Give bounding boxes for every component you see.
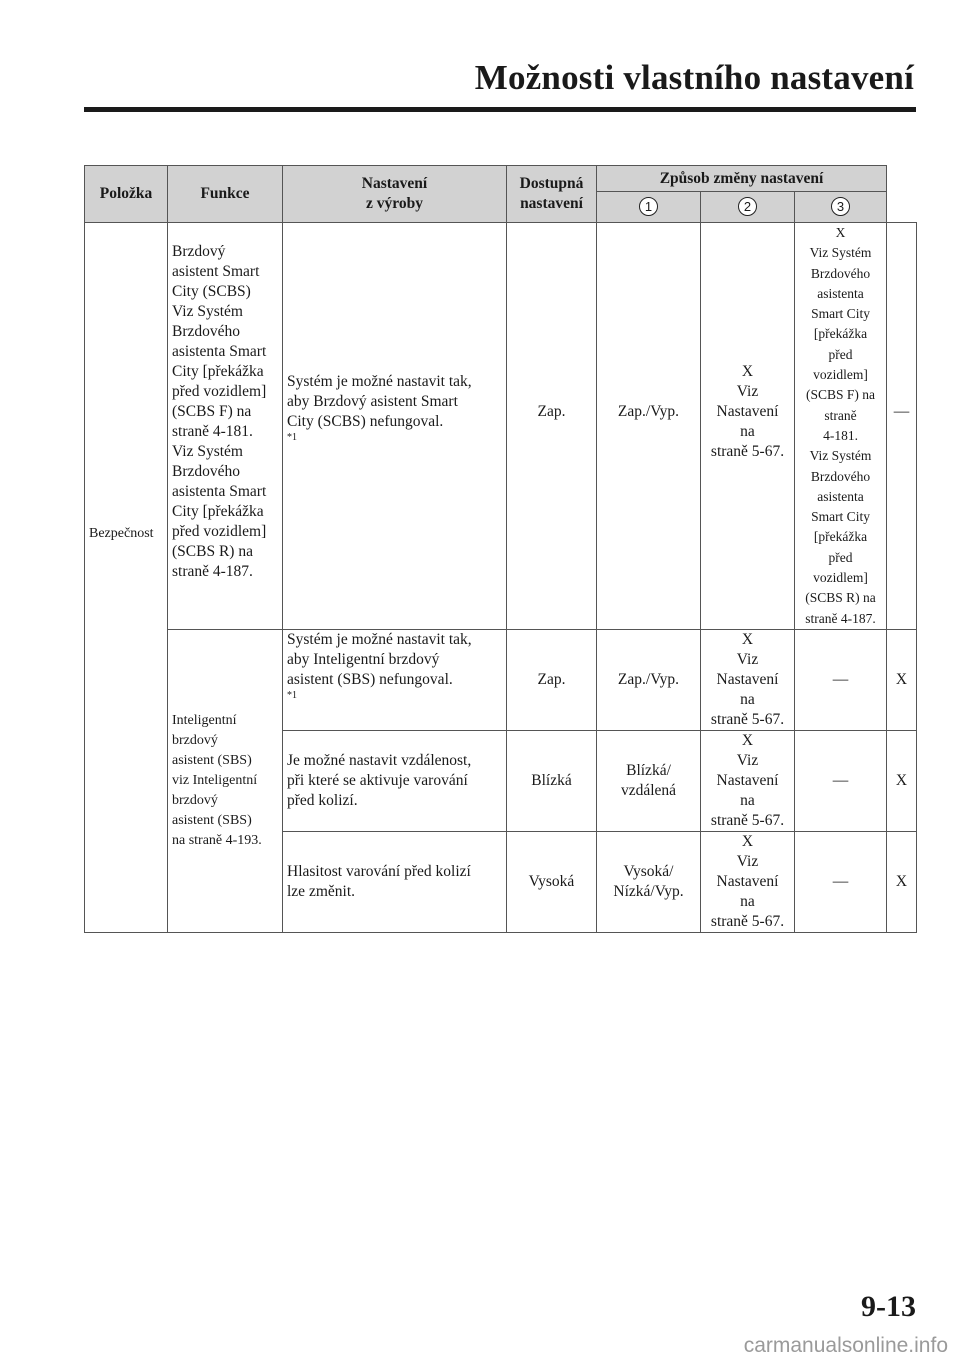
title-rule bbox=[84, 107, 916, 112]
text-line: (SCBS F) na bbox=[806, 387, 876, 403]
item-cell-sbs bbox=[168, 629, 283, 932]
method-3-cell: X bbox=[887, 730, 917, 831]
text-line: [překážka bbox=[813, 326, 868, 342]
method-1-cell bbox=[701, 629, 795, 730]
text-line: Brzdového bbox=[172, 462, 241, 480]
method-2-cell: — bbox=[795, 831, 887, 932]
text-line: Blízká/ bbox=[626, 761, 671, 779]
text-line: City (SCBS) bbox=[172, 282, 251, 300]
header-method-3 bbox=[795, 192, 887, 223]
function-cell bbox=[283, 223, 507, 630]
text-line: X bbox=[741, 731, 754, 749]
text-line: Viz bbox=[736, 852, 759, 870]
text-line: (SCBS F) na bbox=[172, 402, 252, 420]
text-line: Nastavení bbox=[716, 771, 779, 789]
text-line: na bbox=[740, 422, 755, 440]
text-line: při které se aktivuje varování bbox=[287, 771, 468, 789]
text-line: City [překážka bbox=[172, 502, 264, 520]
text-line: Viz Systém bbox=[809, 448, 872, 464]
header-function: Funkce bbox=[168, 166, 283, 223]
text-line: [překážka bbox=[813, 529, 868, 545]
text-line: asistent (SBS) bbox=[172, 812, 252, 828]
text-line: aby Inteligentní brzdový bbox=[287, 650, 440, 668]
method-1-cell bbox=[701, 223, 795, 630]
text-line: Viz Systém bbox=[172, 302, 243, 320]
method-3-cell: — bbox=[887, 223, 917, 630]
text-line: Smart City bbox=[811, 306, 870, 322]
header-factory: Nastavení z výroby bbox=[283, 166, 507, 223]
text-line: na straně 4-193. bbox=[172, 832, 262, 848]
text-line: Systém je možné nastavit tak, bbox=[287, 372, 472, 390]
function-cell bbox=[283, 831, 507, 932]
text-line: lze změnit. bbox=[287, 882, 355, 900]
text-line: Smart City bbox=[811, 509, 870, 525]
text-line: asistenta Smart bbox=[172, 342, 267, 360]
text-line: asistent (SBS) bbox=[172, 752, 252, 768]
text-line: Viz bbox=[736, 382, 759, 400]
page-title: Možnosti vlastního nastavení bbox=[474, 58, 914, 97]
factory-setting-cell: Blízká bbox=[507, 730, 597, 831]
text-line: City (SCBS) nefungoval. bbox=[287, 412, 444, 430]
method-1-cell bbox=[701, 730, 795, 831]
item-cell-scbs bbox=[168, 223, 283, 630]
text-line: vozidlem] bbox=[813, 570, 868, 586]
text-line: X bbox=[741, 832, 754, 850]
text-line: straně 5-67. bbox=[710, 912, 785, 930]
method-1-cell bbox=[701, 831, 795, 932]
available-settings-cell bbox=[597, 730, 701, 831]
text-line: Viz bbox=[736, 751, 759, 769]
text-line: vzdálená bbox=[620, 781, 677, 799]
function-cell bbox=[283, 730, 507, 831]
circled-number-1: 1 bbox=[639, 197, 658, 216]
text-line: Je možné nastavit vzdálenost, bbox=[287, 751, 472, 769]
factory-setting-cell: Zap. bbox=[507, 223, 597, 630]
function-cell bbox=[283, 629, 507, 730]
circled-number-3: 3 bbox=[831, 197, 850, 216]
text-line: před vozidlem] bbox=[172, 382, 267, 400]
factory-setting-cell: Vysoká bbox=[507, 831, 597, 932]
header-method: Způsob změny nastavení bbox=[597, 166, 887, 192]
text-line: straně 4-187. bbox=[172, 562, 253, 580]
category-cell: Bezpečnost bbox=[85, 223, 168, 933]
factory-setting-cell: Zap. bbox=[507, 629, 597, 730]
text-line: Vysoká/ bbox=[623, 862, 674, 880]
text-line: vozidlem] bbox=[813, 367, 868, 383]
footnote-mark: *1 bbox=[287, 689, 297, 701]
method-2-cell bbox=[795, 223, 887, 630]
text-line: Brzdový bbox=[172, 242, 226, 260]
header-method-2 bbox=[701, 192, 795, 223]
text-line: City [překážka bbox=[172, 362, 264, 380]
text-line: asistenta bbox=[817, 285, 864, 301]
header-item: Položka bbox=[85, 166, 168, 223]
page-number: 9-13 bbox=[861, 1290, 916, 1323]
text-line: straně bbox=[824, 407, 857, 423]
text-line: aby Brzdový asistent Smart bbox=[287, 392, 458, 410]
text-line: na bbox=[740, 690, 755, 708]
text-line: brzdový bbox=[172, 732, 218, 748]
available-settings-cell bbox=[597, 629, 701, 730]
method-3-cell: X bbox=[887, 629, 917, 730]
text-line: straně 5-67. bbox=[710, 442, 785, 460]
text-line: Brzdového bbox=[810, 265, 871, 281]
footnote-mark: *1 bbox=[287, 431, 297, 443]
header-method-1 bbox=[597, 192, 701, 223]
text-line: Viz bbox=[736, 650, 759, 668]
text-line: Viz Systém bbox=[809, 245, 872, 261]
text-line: 4-181. bbox=[823, 427, 858, 443]
method-2-cell: — bbox=[795, 730, 887, 831]
text-line: na bbox=[740, 791, 755, 809]
text-line: Systém je možné nastavit tak, bbox=[287, 630, 472, 648]
text-line: asistenta Smart bbox=[172, 482, 267, 500]
text-line: asistent (SBS) nefungoval. bbox=[287, 670, 453, 688]
text-line: Nastavení bbox=[716, 872, 779, 890]
text-line: asistenta bbox=[817, 488, 864, 504]
customization-table bbox=[84, 165, 917, 933]
available-settings-cell bbox=[597, 831, 701, 932]
circled-number-2: 2 bbox=[738, 197, 757, 216]
text-line: straně 4-187. bbox=[805, 610, 876, 626]
text-line: straně 5-67. bbox=[710, 710, 785, 728]
table-row bbox=[85, 629, 917, 730]
text-line: X bbox=[741, 630, 754, 648]
text-line: Zap./Vyp. bbox=[617, 670, 680, 688]
text-line: asistent Smart bbox=[172, 262, 260, 280]
header-available: Dostupná nastavení bbox=[507, 166, 597, 223]
text-line: před bbox=[828, 549, 853, 565]
text-line: Inteligentní bbox=[172, 712, 237, 728]
text-line: Nastavení bbox=[716, 670, 779, 688]
text-line: před kolizí. bbox=[287, 791, 358, 809]
method-3-cell: X bbox=[887, 831, 917, 932]
text-line: X bbox=[741, 362, 754, 380]
text-line: Hlasitost varování před kolizí bbox=[287, 862, 471, 880]
text-line: před bbox=[828, 346, 853, 362]
text-line: Nastavení bbox=[716, 402, 779, 420]
text-line: viz Inteligentní bbox=[172, 772, 258, 788]
text-line: straně 5-67. bbox=[710, 811, 785, 829]
text-line: (SCBS R) na bbox=[805, 590, 876, 606]
text-line: před vozidlem] bbox=[172, 522, 267, 540]
text-line: (SCBS R) na bbox=[172, 542, 253, 560]
method-2-cell: — bbox=[795, 629, 887, 730]
text-line: Brzdového bbox=[172, 322, 241, 340]
available-settings-cell: Zap./Vyp. bbox=[597, 223, 701, 630]
text-line: X bbox=[835, 225, 846, 240]
text-line: Nízká/Vyp. bbox=[613, 882, 684, 900]
text-line: na bbox=[740, 892, 755, 910]
text-line: Brzdového bbox=[810, 468, 871, 484]
watermark: carmanualsonline.info bbox=[743, 1334, 948, 1357]
text-line: brzdový bbox=[172, 792, 218, 808]
text-line: Viz Systém bbox=[172, 442, 243, 460]
text-line: straně 4-181. bbox=[172, 422, 253, 440]
table-row bbox=[85, 223, 917, 630]
